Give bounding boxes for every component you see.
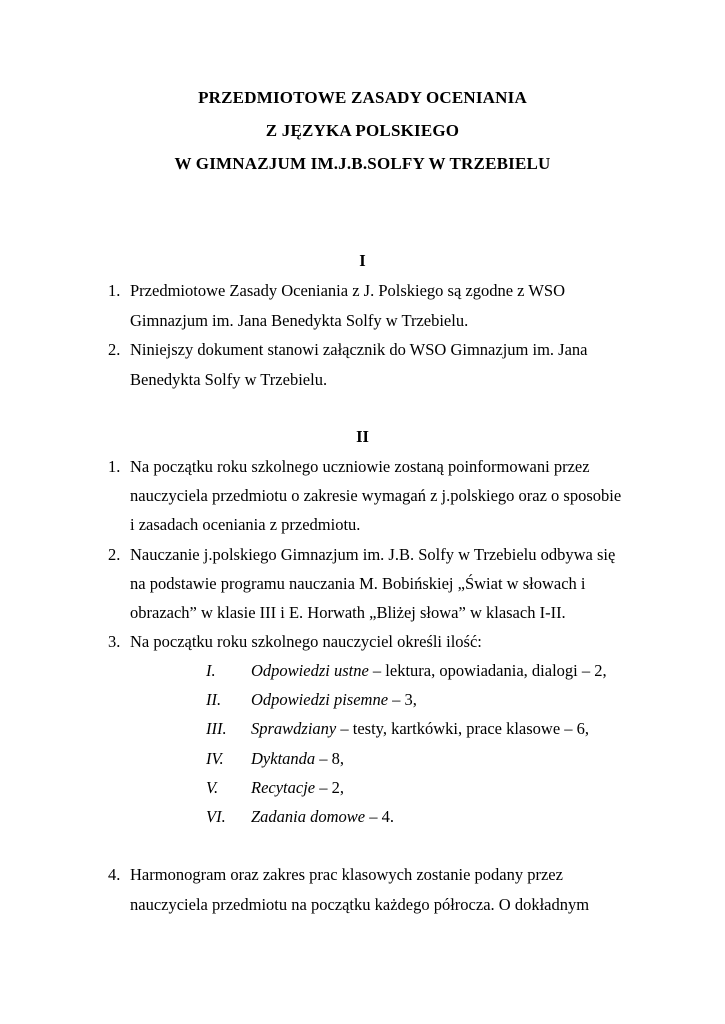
item-text-line: Przedmiotowe Zasady Oceniania z J. Polskiego są zgodne z WSO [130,281,566,300]
item-number: 2. [108,340,121,359]
roman-number: V. [206,778,219,797]
item-text-line: Benedykta Solfy w Trzebielu. [130,370,328,389]
roman-term: Recytacje [251,778,316,797]
item-text-line: Harmonogram oraz zakres prac klasowych zostanie podany przez [130,865,563,884]
section-heading-2: II [356,427,369,446]
roman-desc: – 4. [365,807,395,826]
title-line-2: Z JĘZYKA POLSKIEGO [265,121,460,140]
item-text-line: Niniejszy dokument stanowi załącznik do WSO Gimnazjum im. Jana [130,340,588,359]
roman-number: VI. [206,807,226,826]
section-heading-1: I [359,251,366,270]
roman-term: Odpowiedzi ustne [251,661,369,680]
item-number: 2. [108,545,121,564]
item-text-line: Na początku roku szkolnego nauczyciel określi ilość: [130,632,482,651]
roman-number: IV. [206,749,224,768]
title-line-1: PRZEDMIOTOWE ZASADY OCENIANIA [198,88,527,107]
roman-desc: – testy, kartkówki, prace klasowe – 6, [336,719,590,738]
roman-desc: – 2, [315,778,344,797]
item-text-line: Na początku roku szkolnego uczniowie zostaną poinformowani przez [130,457,590,476]
roman-number: I. [206,661,216,680]
roman-number: II. [206,690,222,709]
item-number: 4. [108,865,121,884]
item-number: 1. [108,281,121,300]
item-text-line: na podstawie programu nauczania M. Bobińskiej „Świat w słowach i [130,574,586,593]
roman-number: III. [206,719,227,738]
roman-desc: – lektura, opowiadania, dialogi – 2, [368,661,607,680]
item-number: 3. [108,632,121,651]
roman-term: Dyktanda [251,749,316,768]
roman-term: Zadania domowe [251,807,366,826]
item-text-line: nauczyciela przedmiotu na początku każdego półrocza. O dokładnym [130,895,590,914]
item-text-line: Nauczanie j.polskiego Gimnazjum im. J.B. Solfy w Trzebielu odbywa się [130,545,616,564]
item-text-line: Gimnazjum im. Jana Benedykta Solfy w Trzebielu. [130,311,469,330]
title-line-3: W GIMNAZJUM IM.J.B.SOLFY W TRZEBIELU [174,154,551,173]
roman-desc: – 8, [315,749,345,768]
roman-term: Sprawdziany [251,719,337,738]
item-text-line: i zasadach oceniania z przedmiotu. [130,515,361,534]
roman-term: Odpowiedzi pisemne [251,690,389,709]
item-text-line: nauczyciela przedmiotu o zakresie wymagań z j.polskiego oraz o sposobie [130,486,622,505]
item-number: 1. [108,457,121,476]
item-text-line: obrazach” w klasie III i E. Horwath „Bliżej słowa” w klasach I-II. [130,603,566,622]
roman-desc: – 3, [388,690,417,709]
